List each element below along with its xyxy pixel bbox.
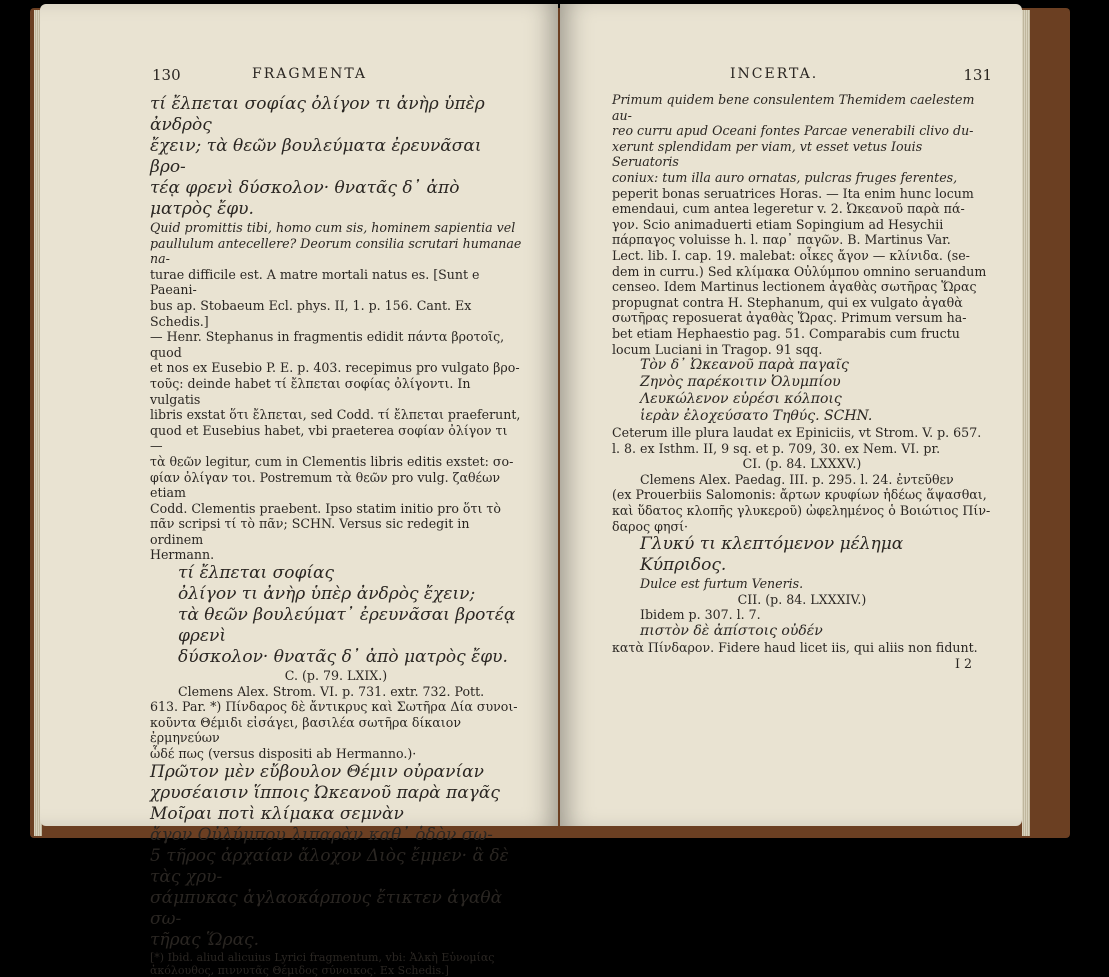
text-line: 5 τῆρος ἀρχαίαν ἄλοχον Διὸς ἔμμεν· ἃ δὲ τὰς χρυ- (150, 845, 509, 887)
left-page-number: 130 (152, 66, 181, 84)
text-line: Codd. Clementis praebent. Ipso statim initio pro ὅτι τὸ (150, 500, 501, 516)
text-line: Πρῶτον μὲν εὔβουλον Θέμιν οὐρανίαν (150, 761, 484, 782)
text-line: [*) Ibid. aliud alicuius Lyrici fragmentum, vbi: Ἀλκὴ Εὐνομίας (150, 950, 495, 964)
right-page-number: 131 (963, 66, 992, 84)
text-line: ἱερὰν ἐλοχεύσατο Τηθύς. SCHN. (640, 408, 873, 425)
text-line: Τὸν δ᾽ Ὠκεανοῦ παρὰ παγαῖς (640, 357, 849, 374)
text-line: ἄγον Οὐλύμπου λιπαρὰν καθ᾽ ὁδὸν σω- (150, 824, 493, 845)
text-line: καὶ ὕδατος κλοπῆς γλυκεροῦ) ὠφελημένος ὁ Βοιώτιος Πίν- (612, 503, 991, 519)
text-line: locum Luciani in Tragop. 91 sqq. (612, 341, 823, 357)
text-line: ἀκόλουθος, πιννυτᾶς Θέμιδος σύνοικος. Ex Schedis.] (150, 963, 449, 977)
text-line: (ex Prouerbiis Salomonis: ἄρτων κρυφίων ἡδέως ἅψασθαι, (612, 487, 987, 503)
right-page-text (612, 92, 992, 671)
text-line: Ibidem p. 307. l. 7. (640, 607, 761, 623)
page-edges-right (1022, 10, 1030, 836)
text-line: Dulce est furtum Veneris. (640, 576, 804, 592)
text-line: I 2 (955, 655, 972, 671)
text-line: πάρπαγος voluisse h. l. παρ᾽ παγῶν. B. Martinus Var. (612, 232, 951, 248)
text-line: τί ἔλπεται σοφίας (178, 563, 335, 584)
text-line: σωτῆρας reposuerat ἀγαθὰς Ὥρας. Primum versum ha- (612, 310, 967, 326)
text-line: Ζηνὸς παρέκοιτιν Ὀλυμπίου (640, 374, 841, 391)
text-line: CI. (p. 84. LXXXV.) (742, 456, 862, 472)
text-line: coniux: tum illa auro ornatas, pulcras fruges ferentes, (612, 169, 958, 185)
text-line: propugnat contra H. Stephanum, qui ex vulgato ἀγαθὰ (612, 294, 963, 310)
left-page-text (150, 94, 522, 977)
text-line: δαρος φησί· (612, 518, 689, 534)
left-running-head (152, 66, 524, 84)
text-line: Lect. lib. I. cap. 19. malebat: οἶκες ἄγον — κλίνιδα. (se- (612, 247, 970, 263)
text-line: quod et Eusebius habet, vbi praeterea σοφίαν ὀλίγον τι — (150, 422, 508, 454)
right-page (560, 4, 1022, 826)
text-line: libris exstat ὅτι ἔλπεται, sed Codd. τί ἔλπεται praeferunt, (150, 407, 521, 423)
text-line: κατὰ Πίνδαρον. Fidere haud licet iis, qui aliis non fidunt. (612, 640, 978, 656)
text-line: τὰ θεῶν legitur, cum in Clementis libris editis exstet: σο- (150, 453, 514, 469)
text-line: paullulum antecellere? Deorum consilia scrutari humanae na- (150, 235, 522, 267)
text-line: censeo. Idem Martinus lectionem ἀγαθὰς σωτῆρας Ὥρας (612, 279, 977, 295)
text-line: ὧδέ πως (versus dispositi ab Hermanno.)· (150, 746, 417, 762)
text-line: τοῦς: deinde habet τί ἔλπεται σοφίας ὀλίγοντι. In vulgatis (150, 375, 471, 407)
text-line: ὀλίγον τι ἀνὴρ ὑπὲρ ἀνδρὸς ἔχειν; (178, 584, 476, 605)
text-line: Quid promittis tibi, homo cum sis, hominem sapientia vel (150, 220, 516, 235)
text-line: xerunt splendidam per viam, vt esset vetus Iouis Seruatoris (612, 138, 923, 170)
text-line: δύσκολον· θνατᾶς δ᾽ ἀπὸ ματρὸς ἔφυ. (178, 647, 508, 668)
text-line: bus ap. Stobaeum Ecl. phys. II, 1. p. 156. Cant. Ex Schedis.] (150, 297, 472, 329)
text-line: Λευκώλενον εὐρέσι κόλποις (640, 391, 842, 408)
text-line: reo curru apud Oceani fontes Parcae venerabili clivo du- (612, 123, 974, 139)
text-line: τί ἔλπεται σοφίας ὀλίγον τι ἀνὴρ ὑπὲρ ἀνδρὸς (150, 94, 485, 135)
text-line: τέᾳ φρενὶ δύσκολον· θνατᾶς δ᾽ ἀπὸ ματρὸς ἔφυ. (150, 178, 460, 219)
text-line: 613. Par. *) Πίνδαρος δὲ ἄντικρυς καὶ Σωτῆρα Δία συνοι- (150, 699, 518, 715)
right-running-head (730, 66, 992, 82)
left-title: FRAGMENTA (252, 66, 368, 82)
text-line: l. 8. ex Isthm. II, 9 sq. et p. 709, 30. ex Nem. VI. pr. (612, 440, 941, 456)
left-page (40, 4, 558, 977)
text-line: γον. Scio animaduerti etiam Sopingium ad Hesychii (612, 216, 944, 232)
text-line: τῆρας Ὥρας. (150, 929, 259, 950)
text-line: et nos ex Eusebio P. E. p. 403. recepimus pro vulgato βρο- (150, 360, 520, 376)
text-line: πᾶν scripsi τί τὸ πᾶν; SCHN. Versus sic redegit in ordinem (150, 516, 470, 547)
right-title: INCERTA. (730, 66, 819, 82)
text-line: Clemens Alex. Strom. VI. p. 731. extr. 732. Pott. (178, 683, 485, 699)
text-line: dem in curru.) Sed κλίμακα Οὐλύμπου omnino seruandum (612, 263, 987, 279)
text-line: τὰ θεῶν βουλεύματ᾽ ἐρευνᾶσαι βροτέᾳ φρενὶ (178, 605, 516, 647)
text-line: Clemens Alex. Paedag. III. p. 295. l. 24. ἐντεῦθεν (640, 471, 954, 487)
text-line: ἔχειν; τὰ θεῶν βουλεύματα ἐρευνᾶσαι βρο- (150, 136, 482, 177)
text-line: CII. (p. 84. LXXXIV.) (737, 591, 867, 607)
text-line: C. (p. 79. LXIX.) (284, 668, 388, 684)
text-line: Γλυκύ τι κλεπτόμενον μέλημα Κύπριδος. (640, 534, 904, 576)
text-line: Primum quidem bene consulentem Themidem caelestem au- (612, 92, 975, 123)
text-line: Hermann. (150, 547, 215, 563)
text-line: Ceterum ille plura laudat ex Epiniciis, vt Strom. V. p. 657. (612, 425, 982, 441)
text-line: turae difficile est. A matre mortali natus es. [Sunt e Paeani- (150, 266, 480, 298)
text-line: — Henr. Stephanus in fragmentis edidit πάντα βροτοῖς, quod (150, 329, 505, 360)
text-line: peperit bonas seruatrices Horas. — Ita enim hunc locum (612, 185, 974, 201)
text-line: Μοῖραι ποτὶ κλίμακα σεμνὰν (150, 803, 404, 824)
text-line: φίαν ὀλίγαν τοι. Postremum τὰ θεῶν pro vulg. ζαθέων etiam (150, 469, 501, 501)
text-line: emendaui, cum antea legeretur v. 2. Ὠκεανοῦ παρὰ πά- (612, 201, 965, 217)
text-line: κοῦντα Θέμιδι εἰσάγει, βασιλέα σωτῆρα δίκαιον ἐρμηνεύων (150, 714, 461, 746)
text-line: σάμπυκας ἀγλαοκάρπους ἔτικτεν ἀγαθὰ σω- (150, 887, 503, 929)
text-line: χρυσέαισιν ἵπποις Ὠκεανοῦ παρὰ παγᾶς (150, 782, 500, 803)
text-line: bet etiam Hephaestio pag. 51. Comparabis cum fructu (612, 325, 960, 341)
text-line: πιστὸν δὲ ἀπίστοις οὐδέν (640, 623, 823, 640)
